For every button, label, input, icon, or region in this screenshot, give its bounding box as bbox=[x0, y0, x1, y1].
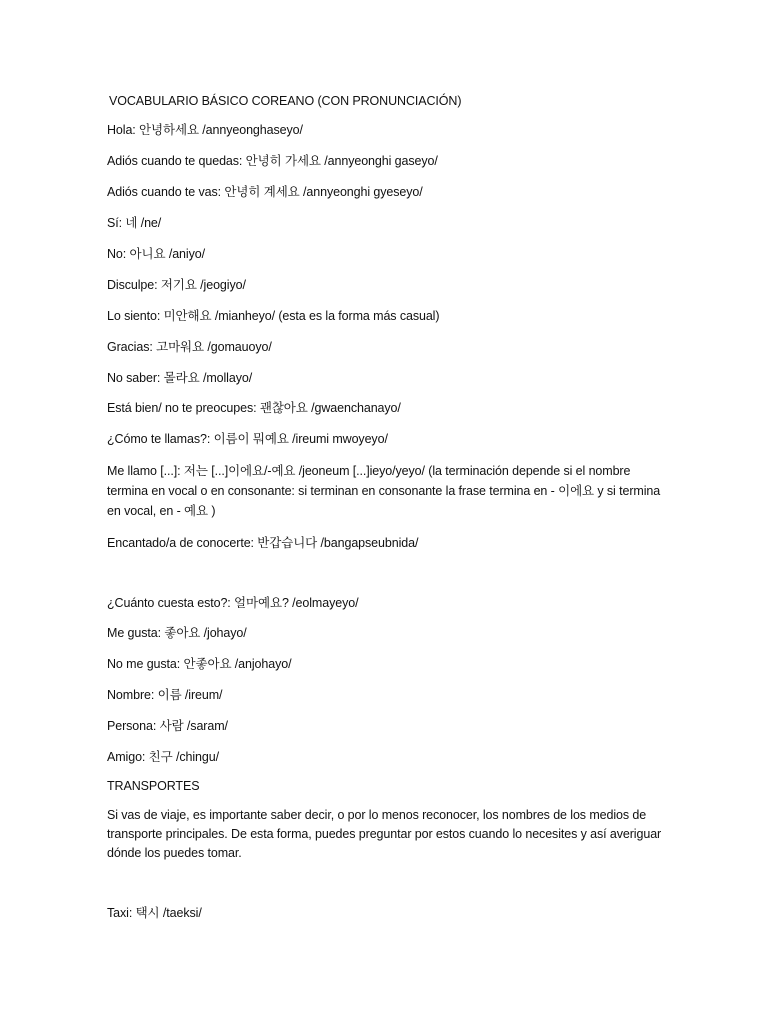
vocab-entry-cuanto-cuesta: ¿Cuánto cuesta esto?: 얼마예요? /eolmayeyo/ bbox=[107, 596, 359, 610]
vocab-entry-no-saber: No saber: 몰라요 /mollayo/ bbox=[107, 371, 253, 385]
vocab-entry-encantado: Encantado/a de conocerte: 반갑습니다 /bangapseubnida/ bbox=[107, 536, 419, 550]
vocab-entry-adios-vas: Adiós cuando te vas: 안녕히 계세요 /annyeonghi gyeseyo/ bbox=[107, 185, 423, 199]
vocab-entry-taxi: Taxi: 택시 /taeksi/ bbox=[107, 906, 202, 920]
vocab-entry-nombre: Nombre: 이름 /ireum/ bbox=[107, 688, 223, 702]
document-title: VOCABULARIO BÁSICO COREANO (CON PRONUNCIACIÓN) bbox=[109, 94, 462, 108]
vocab-entry-si: Sí: 네 /ne/ bbox=[107, 216, 162, 230]
vocab-entry-amigo: Amigo: 친구 /chingu/ bbox=[107, 750, 219, 764]
transport-paragraph: Si vas de viaje, es importante saber decir, o por lo menos reconocer, los nombres de los medios de transporte principales. De esta forma, puedes preguntar por estos cuando lo necesites y así averiguar dónde los puedes tomar. bbox=[107, 808, 662, 860]
section-heading: TRANSPORTES bbox=[107, 779, 200, 793]
vocab-entry-no: No: 아니요 /aniyo/ bbox=[107, 247, 205, 261]
vocab-entry-gracias: Gracias: 고마워요 /gomauoyo/ bbox=[107, 340, 272, 354]
vocab-entry-no-me-gusta: No me gusta: 안좋아요 /anjohayo/ bbox=[107, 657, 292, 671]
vocab-entry-esta-bien: Está bien/ no te preocupes: 괜찮아요 /gwaenchanayo/ bbox=[107, 401, 401, 415]
vocab-entry-persona: Persona: 사람 /saram/ bbox=[107, 719, 228, 733]
vocab-entry-como-te-llamas: ¿Cómo te llamas?: 이름이 뭐예요 /ireumi mwoyeyo/ bbox=[107, 432, 388, 446]
vocab-entry-hola: Hola: 안녕하세요 /annyeonghaseyo/ bbox=[107, 123, 303, 137]
vocab-entry-disculpe: Disculpe: 저기요 /jeogiyo/ bbox=[107, 278, 246, 292]
vocab-entry-adios-quedas: Adiós cuando te quedas: 안녕히 가세요 /annyeonghi gaseyo/ bbox=[107, 154, 438, 168]
vocab-entry-me-llamo: Me llamo [...]: 저는 [...]이에요/-예요 /jeoneum [...]ieyo/yeyo/ (la terminación depende si el nombre termina en vocal o en consonante: si terminan en consonante la frase termina en - 이에요 y si termina en vocal, en - 예요 ) bbox=[107, 464, 661, 518]
vocab-entry-lo-siento: Lo siento: 미안해요 /mianheyo/ (esta es la forma más casual) bbox=[107, 309, 440, 323]
vocab-entry-me-gusta: Me gusta: 좋아요 /johayo/ bbox=[107, 626, 247, 640]
